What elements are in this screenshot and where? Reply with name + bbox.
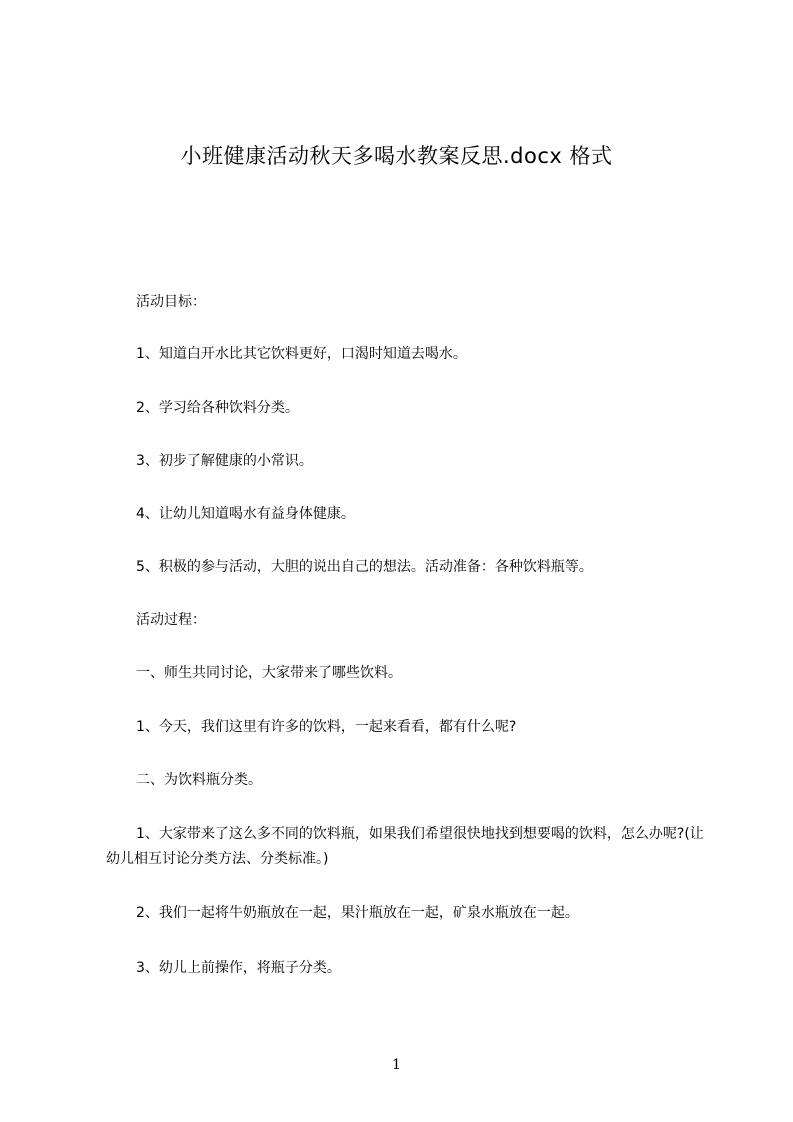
paragraph-step-two-item-3: 3、幼儿上前操作，将瓶子分类。	[136, 960, 341, 976]
paragraph-goal-3: 3、初步了解健康的小常识。	[136, 453, 313, 469]
paragraph-goal-1: 1、知道白开水比其它饮料更好，口渴时知道去喝水。	[136, 346, 467, 362]
paragraph-step-one-item-1: 1、今天，我们这里有许多的饮料，一起来看看，都有什么呢?	[136, 719, 517, 735]
paragraph-step-two: 二、为饮料瓶分类。	[136, 772, 262, 788]
paragraph-goal-4: 4、让幼儿知道喝水有益身体健康。	[136, 506, 355, 522]
page-number: 1	[392, 1057, 401, 1073]
document-title: 小班健康活动秋天多喝水教案反思.docx 格式	[180, 144, 613, 168]
paragraph-activity-goals-heading: 活动目标：	[136, 294, 206, 310]
paragraph-goal-5-and-preparation: 5、积极的参与活动，大胆的说出自己的想法。活动准备：各种饮料瓶等。	[136, 559, 593, 575]
paragraph-step-one: 一、师生共同讨论，大家带来了哪些饮料。	[136, 665, 402, 681]
paragraph-activity-process-heading: 活动过程：	[136, 612, 206, 628]
paragraph-step-two-item-1: 1、大家带来了这么多不同的饮料瓶，如果我们希望很快地找到想要喝的饮料，怎么办呢?(让幼儿相互讨论分类方法、分类标准。)	[106, 826, 704, 867]
paragraph-goal-2: 2、学习给各种饮料分类。	[136, 400, 299, 416]
paragraph-step-two-item-2: 2、我们一起将牛奶瓶放在一起，果汁瓶放在一起，矿泉水瓶放在一起。	[136, 905, 579, 921]
